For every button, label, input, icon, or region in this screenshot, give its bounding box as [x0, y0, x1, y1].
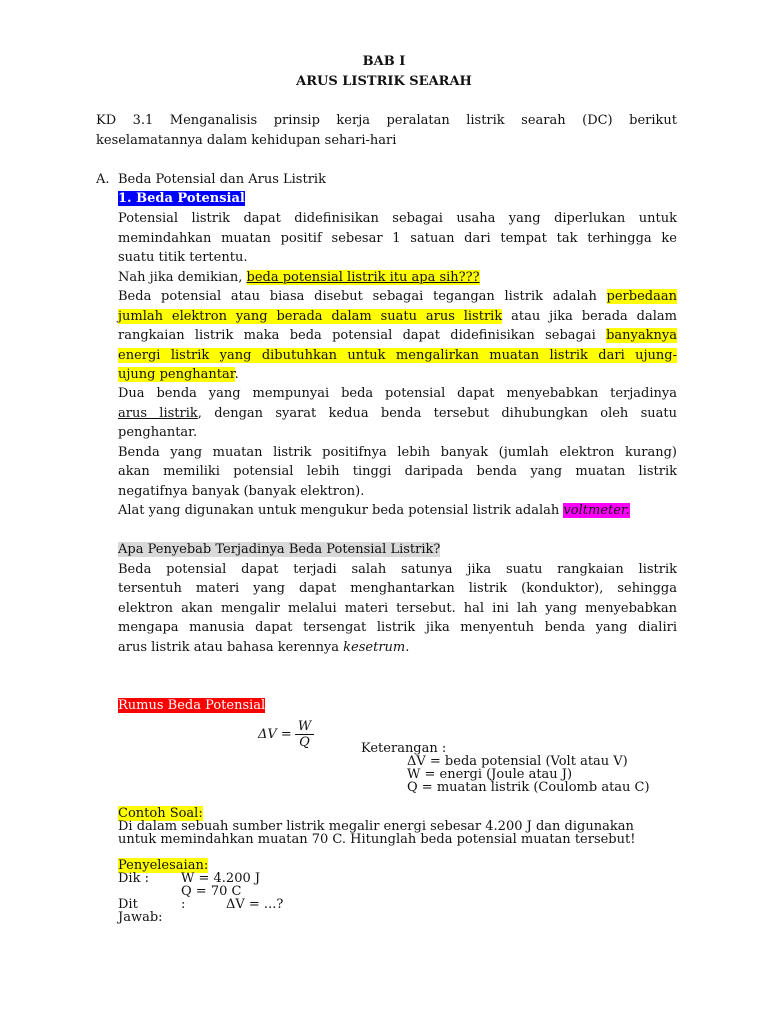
cause-line: [118, 640, 409, 655]
example-line: untuk memindahkan muatan 70 C. Hitunglah beda potensial muatan tersebut!: [118, 832, 636, 847]
underlined-text: arus listrik: [118, 406, 198, 421]
chapter-label: BAB I: [362, 54, 406, 69]
italic-text: kesetrum: [343, 640, 406, 655]
sub-heading-label: 1. Beda Potensial: [118, 191, 245, 206]
paragraph-line: [118, 406, 677, 421]
formula-numerator: W: [295, 719, 314, 735]
legend-item: ΔV = beda potensial (Volt atau V): [407, 754, 628, 769]
section-marker: A.: [96, 172, 110, 187]
formula-lhs: ΔV =: [258, 727, 292, 742]
chapter-title: ARUS LISTRIK SEARAH: [296, 74, 472, 89]
paragraph-line: [118, 309, 677, 324]
paragraph-text: .: [405, 640, 410, 655]
dit-label: Dit: [118, 897, 138, 912]
example-line: Di dalam sebuah sumber listrik megalir energi sebesar 4.200 J dan digunakan: [118, 819, 634, 834]
paragraph-text: arus listrik atau bahasa kerennya: [118, 640, 344, 655]
formula-fraction: [295, 719, 314, 750]
cause-line: Beda potensial dapat terjadi salah satunya jika suatu rangkaian listrik: [118, 562, 677, 577]
cause-line: mengapa manusia dapat tersengat listrik jika menyentuh benda yang dialiri: [118, 620, 677, 635]
paragraph-line: Benda yang muatan listrik positifnya lebih banyak (jumlah elektron kurang): [118, 445, 677, 460]
kd-line-2: keselamatannya dalam kehidupan sehari-hari: [96, 133, 397, 148]
paragraph-text: .: [234, 367, 239, 382]
question-prefix: Nah jika demikian,: [118, 270, 247, 285]
dit-colon: :: [181, 897, 186, 912]
highlight-text: perbedaan: [606, 289, 677, 304]
paragraph-line: negatifnya banyak (banyak elektron).: [118, 484, 365, 499]
cause-heading: [118, 542, 440, 557]
paragraph-line: [118, 348, 677, 363]
section-heading: Beda Potensial dan Arus Listrik: [118, 172, 326, 187]
question-highlight: beda potensial listrik itu apa sih???: [246, 270, 480, 285]
paragraph-text: atau jika berada dalam: [502, 309, 677, 324]
paragraph-line: [118, 367, 239, 382]
legend-item: W = energi (Joule atau J): [407, 767, 573, 782]
jawab-label: Jawab:: [118, 910, 163, 925]
cause-line: tersentuh materi yang dapat menghantarkan listrik (konduktor), sehingga: [118, 581, 677, 596]
cause-heading-label: Apa Penyebab Terjadinya Beda Potensial Listrik?: [118, 542, 441, 557]
paragraph-line: Dua benda yang mempunyai beda potensial dapat menyebabkan terjadinya: [118, 386, 677, 401]
cause-line: elektron akan mengalir melalui materi tersebut. hal ini lah yang menyebabkan: [118, 601, 677, 616]
kd-line-1: KD 3.1 Menganalisis prinsip kerja peralatan listrik searah (DC) berikut: [96, 113, 677, 128]
paragraph-line: [118, 289, 677, 304]
dik-label: Dik :: [118, 871, 149, 886]
definition-line: suatu titik tertentu.: [118, 250, 248, 265]
formula-heading-label: Rumus Beda Potensial: [118, 698, 266, 713]
highlight-text: banyaknya: [606, 328, 677, 343]
paragraph-line: [118, 328, 677, 343]
paragraph-line: akan memiliki potensial lebih tinggi daripada benda yang muatan listrik: [118, 464, 677, 479]
highlight-text: voltmeter.: [563, 503, 630, 518]
paragraph-text: Beda potensial atau biasa disebut sebagai tegangan listrik adalah: [118, 289, 607, 304]
sub-heading: [118, 191, 245, 206]
paragraph-line: penghantar.: [118, 425, 198, 440]
formula-expression: [258, 719, 314, 750]
dit-value: ΔV = ...?: [226, 897, 284, 912]
example-heading-label: Contoh Soal:: [118, 806, 203, 821]
dik-value: W = 4.200 J: [181, 871, 261, 886]
solution-heading-label: Penyelesaian:: [118, 858, 209, 873]
legend-item: Q = muatan listrik (Coulomb atau C): [407, 780, 650, 795]
highlight-text: energi listrik yang dibutuhkan untuk mengalirkan muatan listrik dari ujung-: [118, 348, 677, 363]
legend-title: Keterangan :: [361, 741, 447, 756]
highlight-text: jumlah elektron yang berada dalam suatu arus listrik: [118, 309, 503, 324]
highlight-text: ujung penghantar: [118, 367, 235, 382]
paragraph-text: , dengan syarat kedua benda tersebut dihubungkan oleh suatu: [197, 406, 677, 421]
formula-denominator: Q: [299, 735, 310, 750]
paragraph-line: [118, 503, 630, 518]
formula-heading: [118, 698, 265, 713]
question-line: [118, 270, 480, 285]
dik-value: Q = 70 C: [181, 884, 242, 899]
paragraph-text: rangkaian listrik maka beda potensial dapat didefinisikan sebagai: [118, 328, 607, 343]
definition-line: Potensial listrik dapat didefinisikan sebagai usaha yang diperlukan untuk: [118, 211, 677, 226]
definition-line: memindahkan muatan positif sebesar 1 satuan dari tempat tak terhingga ke: [118, 231, 677, 246]
paragraph-text: Alat yang digunakan untuk mengukur beda potensial listrik adalah: [118, 503, 564, 518]
